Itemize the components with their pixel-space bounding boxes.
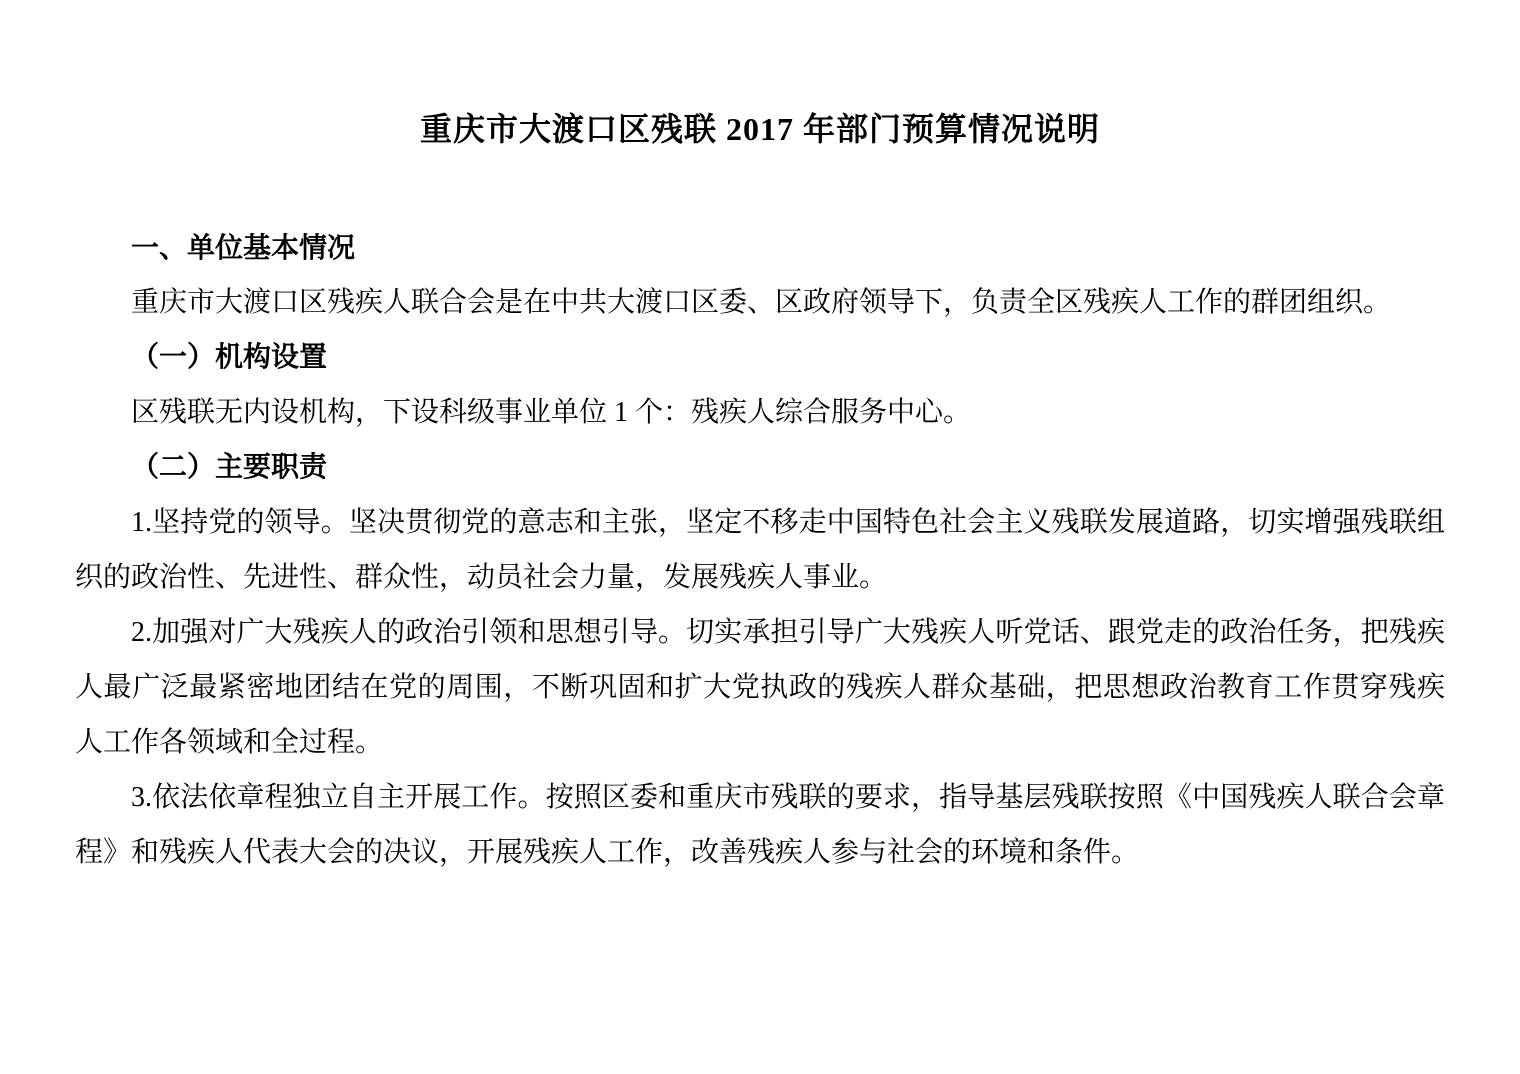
paragraph-intro: 重庆市大渡口区残疾人联合会是在中共大渡口区委、区政府领导下，负责全区残疾人工作的群团组织。 [131,287,1392,318]
paragraph-org-setup: 区残联无内设机构，下设科级事业单位 1 个：残疾人综合服务中心。 [131,397,972,428]
paragraph-duty-1: 1.坚持党的领导。坚决贯彻党的意志和主张，坚定不移走中国特色社会主义残联发展道路，切实增强残联组织的政治性、先进性、群众性，动员社会力量，发展残疾人事业。 [75,507,1445,593]
document-body [75,220,1445,880]
paragraph-duty-2: 2.加强对广大残疾人的政治引领和思想引导。切实承担引导广大残疾人听党话、跟党走的政治任务，把残疾人最广泛最紧密地团结在党的周围，不断巩固和扩大党执政的残疾人群众基础，把思想政治教育工作贯穿残疾人工作各领域和全过程。 [75,617,1445,758]
paragraph-duty-3: 3.依法依章程独立自主开展工作。按照区委和重庆市残联的要求，指导基层残联按照《中国残疾人联合会章程》和残疾人代表大会的决议，开展残疾人工作，改善残疾人参与社会的环境和条件。 [75,782,1445,868]
document-title: 重庆市大渡口区残联 2017 年部门预算情况说明 [419,111,1100,147]
subheading-main-duties: （二）主要职责 [131,452,328,483]
subheading-org-setup: （一）机构设置 [131,342,328,373]
section-heading-unit-basic-info: 一、单位基本情况 [131,232,356,263]
